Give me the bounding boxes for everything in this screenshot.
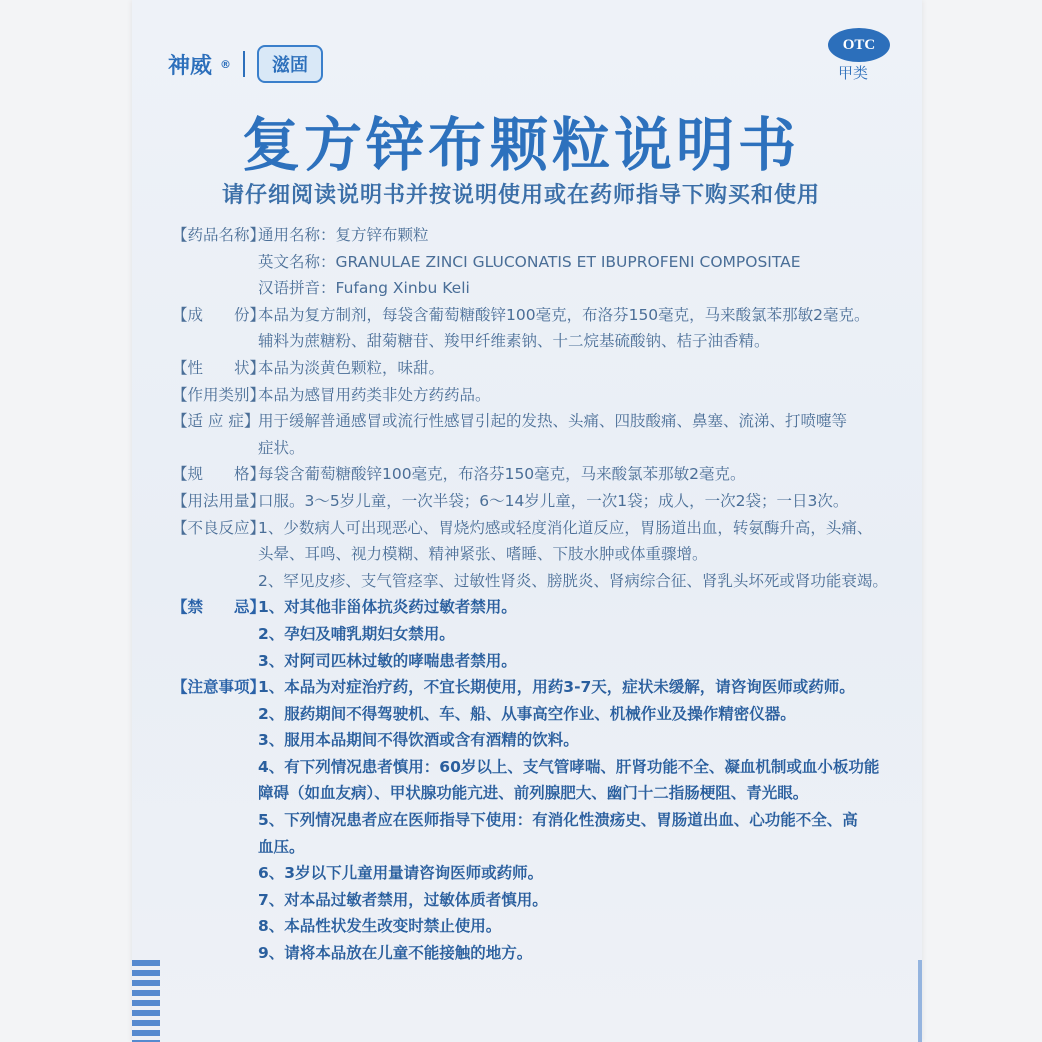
section-label-spacer — [172, 807, 258, 834]
section-line: 1、对其他非甾体抗炎药过敏者禁用。 — [258, 598, 517, 617]
edge-stripe-right — [918, 960, 922, 1042]
section-label-spacer — [172, 568, 258, 595]
section-line: 3、对阿司匹林过敏的哮喘患者禁用。 — [258, 651, 517, 670]
otc-badge — [828, 28, 890, 62]
section-line: 血压。 — [258, 837, 305, 856]
section-row — [172, 594, 912, 621]
section-row — [172, 249, 912, 276]
section-row — [172, 834, 912, 861]
section-line: 1、少数病人可出现恶心、胃烧灼感或轻度消化道反应，胃肠道出血，转氨酶升高，头痛、 — [258, 518, 873, 537]
brand-logo-text: 滋固 — [272, 55, 309, 76]
section-row — [172, 328, 912, 355]
section-label-spacer — [172, 913, 258, 940]
section-row — [172, 701, 912, 728]
section-line: 2、孕妇及哺乳期妇女禁用。 — [258, 624, 455, 643]
section-row — [172, 382, 912, 409]
document-title: 复方锌布颗粒说明书 — [241, 111, 800, 179]
brand-block — [168, 44, 323, 84]
section-row — [172, 541, 912, 568]
section-line: 3、服用本品期间不得饮酒或含有酒精的饮料。 — [258, 731, 579, 750]
section-label-spacer — [172, 249, 258, 276]
section-line: 口服。3～5岁儿童，一次半袋；6～14岁儿童，一次1袋；成人，一次2袋；一日3次。 — [258, 491, 849, 510]
section-label: 【不良反应】 — [172, 518, 266, 537]
section-line: 本品为淡黄色颗粒，味甜。 — [258, 358, 445, 377]
section-row — [172, 568, 912, 595]
section-line: 5、下列情况患者应在医师指导下使用：有消化性溃疡史、胃肠道出血、心功能不全、高 — [258, 811, 858, 830]
section-line: 9、请将本品放在儿童不能接触的地方。 — [258, 944, 533, 963]
section-label-spacer — [172, 328, 258, 355]
section-row — [172, 648, 912, 675]
section-label-spacer — [172, 541, 258, 568]
section-row — [172, 275, 912, 302]
section-label-spacer — [172, 727, 258, 754]
section-row — [172, 674, 912, 701]
section-row — [172, 355, 912, 382]
section-label-spacer — [172, 780, 258, 807]
section-label-spacer — [172, 275, 258, 302]
section-label-spacer — [172, 887, 258, 914]
section-line: 7、对本品过敏者禁用，过敏体质者慎用。 — [258, 890, 548, 909]
section-label: 【成 份】 — [172, 305, 266, 324]
section-label: 【规 格】 — [172, 465, 266, 484]
otc-category: 甲类 — [838, 64, 869, 82]
edge-stripe-left — [132, 960, 160, 1042]
brand-registered-mark: ® — [220, 57, 232, 71]
brand-name: 神威 — [168, 53, 213, 79]
section-line: 本品为复方制剂，每袋含葡萄糖酸锌100毫克，布洛芬150毫克，马来酸氯苯那敏2毫克。 — [258, 305, 870, 324]
section-label-spacer — [172, 648, 258, 675]
section-line: 4、有下列情况患者慎用：60岁以上、支气管哮喘、肝肾功能不全、凝血机制或血小板功能 — [258, 757, 880, 776]
section-row — [172, 621, 912, 648]
section-label: 【注意事项】 — [172, 678, 266, 697]
section-row — [172, 461, 912, 488]
section-label-spacer — [172, 621, 258, 648]
section-row — [172, 302, 912, 329]
document-subtitle: 请仔细阅读说明书并按说明使用或在药师指导下购买和使用 — [221, 183, 820, 208]
section-row — [172, 780, 912, 807]
section-row — [172, 887, 912, 914]
section-row — [172, 515, 912, 542]
section-row — [172, 807, 912, 834]
section-line: 本品为感冒用药类非处方药药品。 — [258, 385, 491, 404]
brand-logo — [257, 45, 323, 83]
section-line: 障碍（如血友病）、甲状腺功能亢进、前列腺肥大、幽门十二指肠梗阻、青光眼。 — [258, 784, 809, 803]
section-line: 6、3岁以下儿童用量请咨询医师或药师。 — [258, 864, 544, 883]
section-line: 8、本品性状发生改变时禁止使用。 — [258, 917, 502, 936]
section-line: 1、本品为对症治疗药，不宜长期使用，用药3-7天，症状未缓解，请咨询医师或药师。 — [258, 678, 855, 697]
section-line: 辅料为蔗糖粉、甜菊糖苷、羧甲纤维素钠、十二烷基硫酸钠、桔子油香精。 — [258, 332, 770, 351]
section-label: 【药品名称】 — [172, 226, 266, 244]
section-row — [172, 913, 912, 940]
leaflet-body — [172, 222, 912, 967]
section-line: 用于缓解普通感冒或流行性感冒引起的发热、头痛、四肢酸痛、鼻塞、流涕、打喷嚏等 — [258, 412, 848, 431]
section-row — [172, 488, 912, 515]
section-label-spacer — [172, 860, 258, 887]
leaflet-header — [0, 0, 1042, 90]
section-label-spacer — [172, 701, 258, 728]
section-line: 2、罕见皮疹、支气管痉挛、过敏性肾炎、膀胱炎、肾病综合征、肾乳头坏死或肾功能衰竭。 — [258, 571, 888, 590]
section-line: 汉语拼音：Fufang Xinbu Keli — [258, 279, 470, 298]
section-row — [172, 754, 912, 781]
section-row — [172, 860, 912, 887]
section-line: 英文名称：GRANULAE ZINCI GLUCONATIS ET IBUPROFENI COMPOSITAE — [258, 252, 801, 271]
section-line: 通用名称：复方锌布颗粒 — [258, 226, 429, 244]
section-label: 【作用类别】 — [172, 385, 266, 404]
section-label: 【禁 忌】 — [172, 598, 266, 617]
section-label-spacer — [172, 435, 258, 462]
section-line: 症状。 — [258, 438, 305, 457]
section-label: 【性 状】 — [172, 358, 266, 377]
section-label: 【用法用量】 — [172, 491, 266, 510]
section-row — [172, 727, 912, 754]
section-line: 头晕、耳鸣、视力模糊、精神紧张、嗜睡、下肢水肿或体重骤增。 — [258, 545, 708, 564]
section-row — [172, 222, 912, 249]
otc-badge-text: OTC — [842, 36, 876, 53]
section-row — [172, 408, 912, 435]
section-line: 2、服药期间不得驾驶机、车、船、从事高空作业、机械作业及操作精密仪器。 — [258, 704, 796, 723]
section-label-spacer — [172, 940, 258, 967]
section-label-spacer — [172, 754, 258, 781]
section-row — [172, 435, 912, 462]
section-label: 【适 应 症】 — [172, 412, 260, 431]
section-row — [172, 940, 912, 967]
section-line: 每袋含葡萄糖酸锌100毫克，布洛芬150毫克，马来酸氯苯那敏2毫克。 — [258, 465, 746, 484]
section-label-spacer — [172, 834, 258, 861]
brand-divider — [243, 51, 245, 77]
